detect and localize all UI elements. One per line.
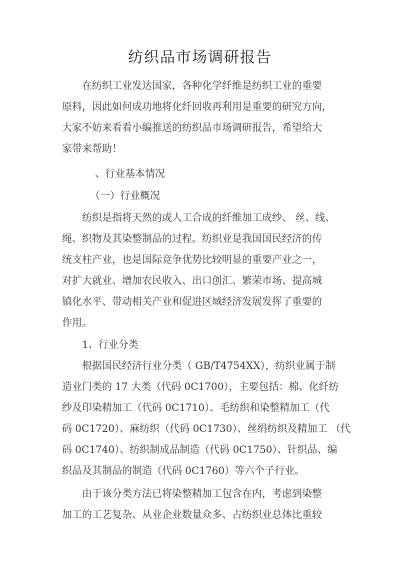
page-title: 纺织品市场调研报告 [127, 48, 272, 66]
paragraph-line: 大家不妨来看看小编推送的纺织品市场调研报告，希望给大 [62, 123, 322, 134]
subsection-heading: 1、行业分类 [82, 340, 139, 351]
paragraph-line: 由于该分类方法已将染整精加工包含在内，考虑到染整 [82, 489, 322, 500]
paragraph-line: 加工的工艺复杂、从业企业数量众多、占纺织业总体比重较 [62, 510, 322, 521]
paragraph-line: 原料，因此如何成功地将化纤回收再利用是重要的研究方向， [62, 102, 332, 113]
paragraph-line: 纱及印染精加工（代码 0C1710）、毛纺织和染整精加工（代 [62, 403, 330, 414]
paragraph-line: 根据国民经济行业分类（ GB/T4754XX），纺织业属于制 [82, 361, 336, 372]
paragraph-line: 统支柱产业，也是国际竞争优势比较明显的重要产业之一， [62, 255, 322, 266]
paragraph-line: 作用。 [62, 318, 92, 329]
paragraph-line: 绳、织物及其染整制品的过程。纺织业是我国国民经济的传 [62, 234, 322, 245]
paragraph-line: 在纺织工业发达国家，各种化学纤维是纺织工业的重要 [82, 81, 322, 92]
paragraph-line: 纺织是指将天然的或人工合成的纤维加工成纱、 丝、线、 [82, 213, 336, 224]
paragraph-line: 家带来帮助！ [62, 144, 122, 155]
subsection-heading: （一）行业概况 [90, 191, 160, 202]
paragraph-line: 造业门类的 17 大类（代码 0C1700），主要包括：棉、化纤纺 [62, 382, 339, 393]
paragraph-line: 织品及其制品的制造（代码 0C1760）等六个子行业。 [62, 466, 305, 477]
paragraph-line: 码 0C1740）、纺织制成品制造（代码 0C1750）、针织品、编 [62, 445, 338, 456]
section-heading: 、行业基本情况 [95, 169, 165, 180]
paragraph-line: 对扩大就业、增加农民收入、出口创汇、繁荣市场、提高城 [62, 276, 322, 287]
paragraph-line: 镇化水平、带动相关产业和促进区域经济发展发挥了重要的 [62, 297, 322, 308]
paragraph-line: 码 0C1720）、麻纺织（代码 0C1730）、丝绢纺织及精加工 （代 [62, 424, 351, 435]
